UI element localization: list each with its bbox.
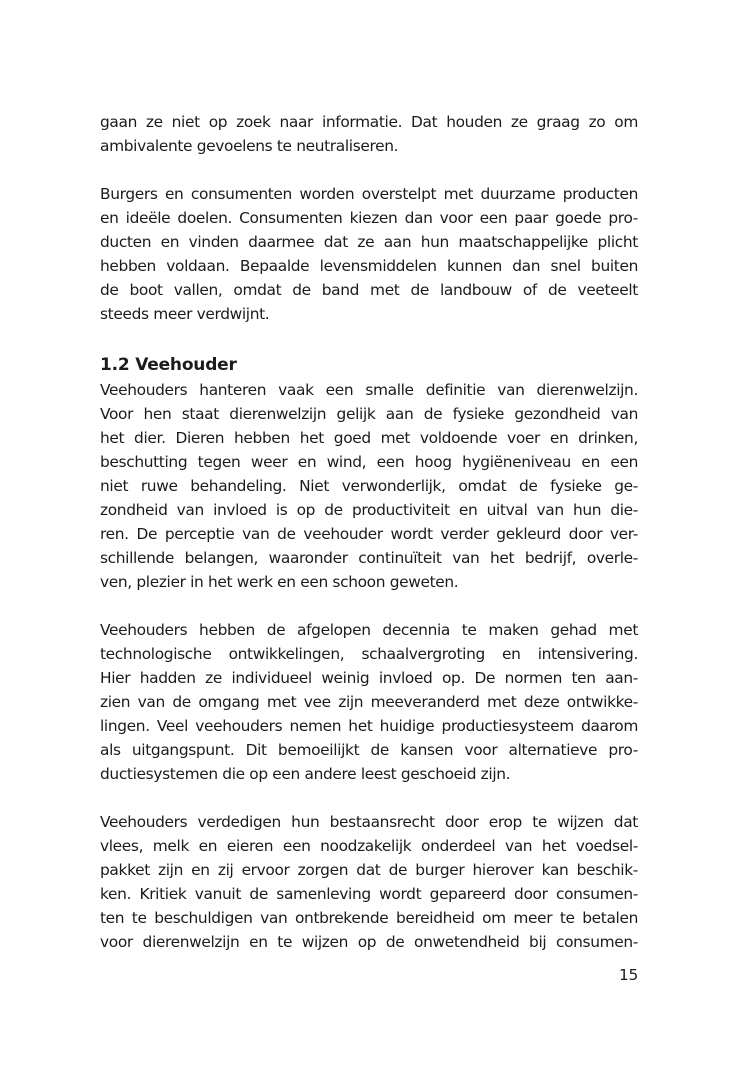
- paragraph-veehouders-ontwikkelingen: [100, 618, 638, 786]
- paragraph-veehouders-definitie: [100, 378, 638, 594]
- text-line: Veehouders verdedigen hun bestaansrecht door erop te wijzen dat: [100, 813, 638, 831]
- page-body: [100, 110, 638, 954]
- text-line: het dier. Dieren hebben het goed met voldoende voer en drinken,: [100, 429, 638, 447]
- paragraph-burgers-consumenten: [100, 182, 638, 326]
- text-line: als uitgangspunt. Dit bemoeilijkt de kansen voor alternatieve pro-: [100, 741, 638, 759]
- text-line: schillende belangen, waaronder continuïteit van het bedrijf, overle-: [100, 549, 638, 567]
- text-line: ven, plezier in het werk en een schoon geweten.: [100, 573, 459, 591]
- text-line: zondheid van invloed is op de productiviteit en uitval van hun die-: [100, 501, 638, 519]
- page-number: 15: [619, 966, 638, 984]
- text-line: Voor hen staat dierenwelzijn gelijk aan de fysieke gezondheid van: [100, 405, 638, 423]
- text-line: pakket zijn en zij ervoor zorgen dat de burger hierover kan beschik-: [100, 861, 638, 879]
- text-line: ductiesystemen die op een andere leest geschoeid zijn.: [100, 765, 511, 783]
- text-line: ten te beschuldigen van ontbrekende bereidheid om meer te betalen: [100, 909, 638, 927]
- text-line: zien van de omgang met vee zijn meeveranderd met deze ontwikke-: [100, 693, 638, 711]
- paragraph-veehouders-bestaansrecht: [100, 810, 638, 954]
- text-line: vlees, melk en eieren een noodzakelijk onderdeel van het voedsel-: [100, 837, 638, 855]
- text-line: voor dierenwelzijn en te wijzen op de onwetendheid bij consumen-: [100, 933, 638, 951]
- text-line: en ideële doelen. Consumenten kiezen dan voor een paar goede pro-: [100, 209, 638, 227]
- section-heading: 1.2 Veehouder: [100, 355, 237, 375]
- text-line: beschutting tegen weer en wind, een hoog hygiëneniveau en een: [100, 453, 638, 471]
- text-line: ren. De perceptie van de veehouder wordt verder gekleurd door ver-: [100, 525, 638, 543]
- text-line: Hier hadden ze individueel weinig invloed op. De normen ten aan-: [100, 669, 638, 687]
- text-line: hebben voldaan. Bepaalde levensmiddelen kunnen dan snel buiten: [100, 257, 638, 275]
- text-line: Veehouders hebben de afgelopen decennia te maken gehad met: [100, 621, 638, 639]
- text-line: Burgers en consumenten worden overstelpt met duurzame producten: [100, 185, 638, 203]
- text-line: niet ruwe behandeling. Niet verwonderlijk, omdat de fysieke ge-: [100, 477, 638, 495]
- paragraph-intro-continuation: [100, 110, 638, 158]
- text-line: ambivalente gevoelens te neutraliseren.: [100, 137, 399, 155]
- text-line: gaan ze niet op zoek naar informatie. Dat houden ze graag zo om: [100, 113, 638, 131]
- text-line: Veehouders hanteren vaak een smalle definitie van dierenwelzijn.: [100, 381, 638, 399]
- text-line: de boot vallen, omdat de band met de landbouw of de veeteelt: [100, 281, 638, 299]
- text-line: ducten en vinden daarmee dat ze aan hun maatschappelijke plicht: [100, 233, 638, 251]
- text-line: lingen. Veel veehouders nemen het huidige productiesysteem daarom: [100, 717, 638, 735]
- text-line: steeds meer verdwijnt.: [100, 305, 270, 323]
- text-line: technologische ontwikkelingen, schaalvergroting en intensivering.: [100, 645, 638, 663]
- text-line: ken. Kritiek vanuit de samenleving wordt gepareerd door consumen-: [100, 885, 638, 903]
